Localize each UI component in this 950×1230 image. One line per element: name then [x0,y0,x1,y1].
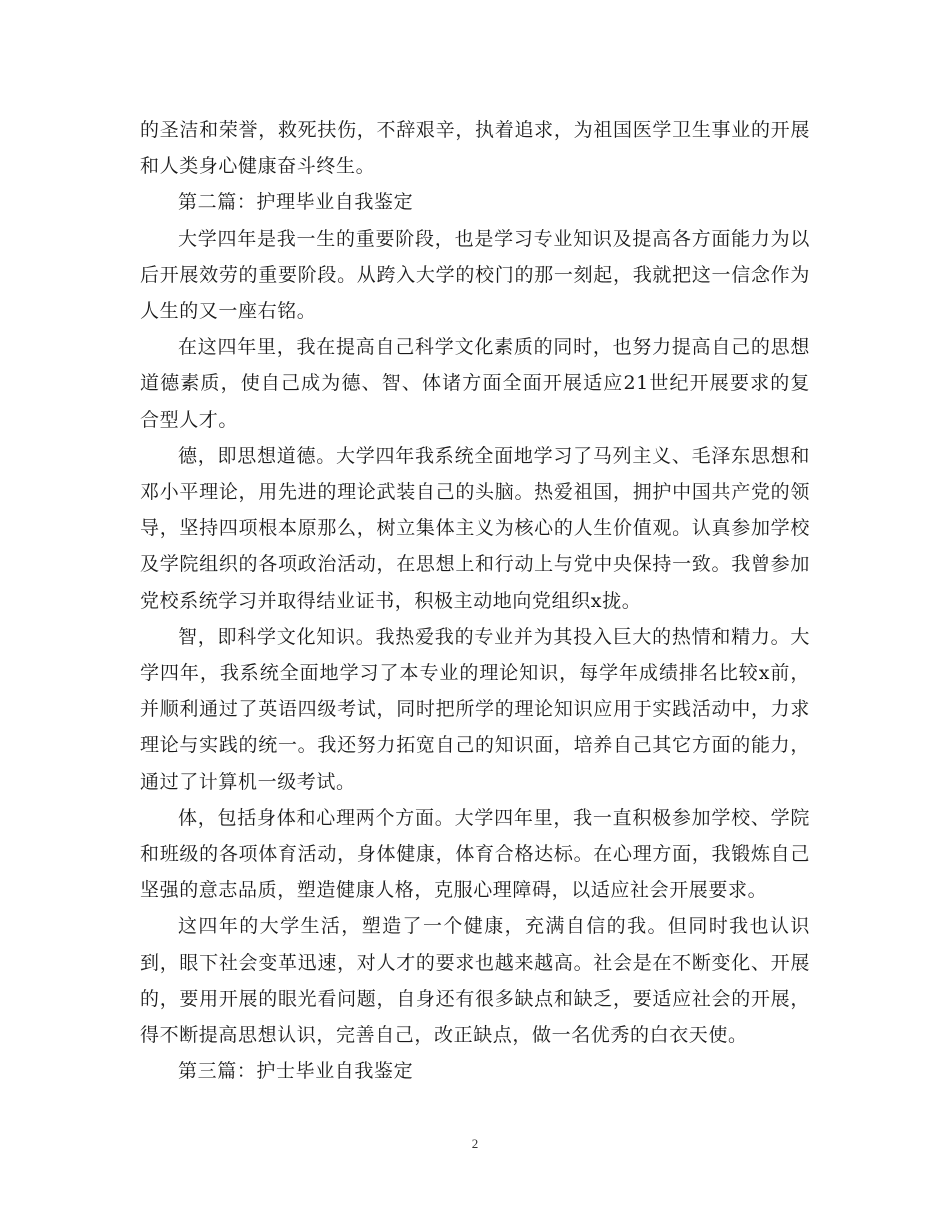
section-heading-3: 第三篇：护士毕业自我鉴定 [178,1060,414,1083]
paragraph-physical: 体，包括身体和心理两个方面。大学四年里，我一直积极参加学校、学院和班级的各项体育活动，身体健康，体育合格达标。在心理方面，我锻炼自己坚强的意志品质，塑造健康人格，克服心理障碍，以适应社会开展要求。 [140,806,810,902]
paragraph-morality: 德，即思想道德。大学四年我系统全面地学习了马列主义、毛泽东思想和邓小平理论，用先进的理论武装自己的头脑。热爱祖国，拥护中国共产党的领导，坚持四项根本原那么，树立集体主义为核心的人生价值观。认真参加学校及学院组织的各项政治活动，在思想上和行动上与党中央保持一致。我曾参加党校系统学习并取得结业证书，积极主动地向党组织x拢。 [140,444,810,612]
paragraph-knowledge: 智，即科学文化知识。我热爱我的专业并为其投入巨大的热情和精力。大学四年，我系统全面地学习了本专业的理论知识，每学年成绩排名比较x前，并顺利通过了英语四级考试，同时把所学的理论知识应用于实践活动中，力求理论与实践的统一。我还努力拓宽自己的知识面，培养自己其它方面的能力，通过了计算机一级考试。 [140,625,810,793]
paragraph-intro: 大学四年是我一生的重要阶段，也是学习专业知识及提高各方面能力为以后开展效劳的重要阶段。从跨入大学的校门的那一刻起，我就把这一信念作为人生的又一座右铭。 [140,227,810,323]
page-number: 2 [471,1136,479,1151]
document-body [140,112,810,1089]
paragraph-continuation: 的圣洁和荣誉，救死扶伤，不辞艰辛，执着追求，为祖国医学卫生事业的开展和人类身心健康奋斗终生。 [140,119,810,178]
paragraph-conclusion: 这四年的大学生活，塑造了一个健康，充满自信的我。但同时我也认识到，眼下社会变革迅速，对人才的要求也越来越高。社会是在不断变化、开展的，要用开展的眼光看问题，自身还有很多缺点和缺乏，要适应社会的开展，得不断提高思想认识，完善自己，改正缺点，做一名优秀的白衣天使。 [140,915,810,1047]
paragraph-overview: 在这四年里，我在提高自己科学文化素质的同时，也努力提高自己的思想道德素质，使自己成为德、智、体诸方面全面开展适应21世纪开展要求的复合型人才。 [140,336,810,431]
section-heading-2: 第二篇：护理毕业自我鉴定 [178,191,414,214]
